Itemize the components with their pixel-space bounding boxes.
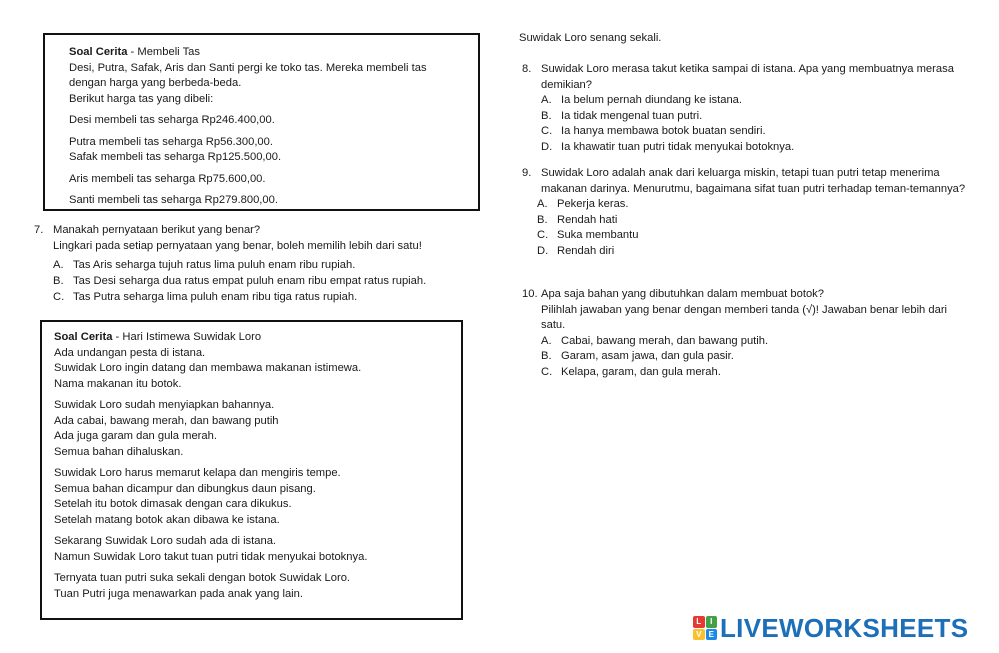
- price-line: Putra membeli tas seharga Rp56.300,00.: [69, 135, 273, 148]
- question-text: Manakah pernyataan berikut yang benar?: [53, 224, 261, 236]
- story-line: Ada undangan pesta di istana.: [54, 346, 206, 359]
- story-line: Ada juga garam dan gula merah.: [54, 430, 217, 442]
- answer-option-a[interactable]: A. Tas Aris seharga tujuh ratus lima puluh enam ribu rupiah.: [53, 259, 356, 271]
- question-number: 7.: [34, 224, 44, 236]
- answer-option-c[interactable]: C. Suka membantu: [537, 229, 639, 241]
- answer-option-c[interactable]: C. Tas Putra seharga lima puluh enam ribu tiga ratus rupiah.: [53, 291, 358, 303]
- question-8: [522, 62, 972, 155]
- question-text: Suwidak Loro merasa takut ketika sampai di istana. Apa yang membuatnya merasa demikian?: [541, 63, 954, 91]
- logo-mark-tile: E: [706, 629, 718, 641]
- question-number: 9.: [522, 167, 532, 179]
- liveworksheets-logo[interactable]: [693, 612, 968, 644]
- question-instruction: Pilihlah jawaban yang benar dengan memberi tanda (√)! Jawaban benar lebih dari satu.: [541, 303, 948, 331]
- logo-mark-tile: V: [693, 629, 705, 641]
- story-subtitle: Berikut harga tas yang dibeli:: [69, 92, 214, 105]
- story-line: Suwidak Loro harus memarut kelapa dan mengiris tempe.: [54, 467, 341, 479]
- answer-option-b[interactable]: B. Tas Desi seharga dua ratus empat puluh enam ribu empat ratus rupiah.: [53, 275, 427, 287]
- story-intro: Desi, Putra, Safak, Aris dan Santi pergi ke toko tas. Mereka membeli tas dengan harga yang berbeda-beda.: [69, 61, 427, 89]
- question-text: Apa saja bahan yang dibutuhkan dalam membuat botok?: [541, 288, 824, 300]
- price-line: Safak membeli tas seharga Rp125.500,00.: [69, 151, 282, 163]
- story-box-membeli-tas: [43, 33, 480, 211]
- question-number: 10.: [522, 288, 538, 300]
- liveworksheets-logo-icon: [693, 616, 717, 640]
- story-line: Suwidak Loro sudah menyiapkan bahannya.: [54, 399, 275, 411]
- story-line: Semua bahan dicampur dan dibungkus daun pisang.: [54, 482, 316, 495]
- question-7: [34, 223, 474, 306]
- answer-option-a[interactable]: A. Ia belum pernah diundang ke istana.: [541, 94, 742, 106]
- story-continuation: Suwidak Loro senang sekali.: [519, 32, 662, 44]
- question-9: [522, 166, 972, 259]
- answer-option-c[interactable]: C. Ia hanya membawa botok buatan sendiri.: [541, 125, 766, 137]
- story-title: Soal Cerita - Membeli Tas: [69, 46, 200, 58]
- story-line: Ada cabai, bawang merah, dan bawang putih: [54, 414, 279, 427]
- question-instruction: Lingkari pada setiap pernyataan yang benar, boleh memilih lebih dari satu!: [53, 239, 422, 252]
- story-line: Sekarang Suwidak Loro sudah ada di istana.: [54, 535, 277, 547]
- answer-option-a[interactable]: A. Cabai, bawang merah, dan bawang putih.: [541, 334, 769, 347]
- question-text: Suwidak Loro adalah anak dari keluarga miskin, tetapi tuan putri tetap menerima makanan darinya. Menurutmu, bagaimana sifat tuan putri terhadap teman-temannya?: [541, 167, 966, 195]
- answer-option-b[interactable]: B. Garam, asam jawa, dan gula pasir.: [541, 350, 734, 362]
- answer-option-b[interactable]: B. Rendah hati: [537, 213, 618, 226]
- answer-option-a[interactable]: A. Pekerja keras.: [537, 198, 629, 210]
- story-title: Soal Cerita - Hari Istimewa Suwidak Loro: [54, 331, 262, 343]
- story-line: Suwidak Loro ingin datang dan membawa makanan istimewa.: [54, 362, 362, 374]
- story-line: Namun Suwidak Loro takut tuan putri tidak menyukai botoknya.: [54, 550, 368, 563]
- question-number: 8.: [522, 63, 532, 75]
- logo-mark-tile: I: [706, 616, 718, 628]
- question-10: [522, 287, 972, 380]
- answer-option-d[interactable]: D. Rendah diri: [537, 244, 615, 257]
- story-line: Semua bahan dihaluskan.: [54, 445, 184, 458]
- story-line: Tuan Putri juga menawarkan pada anak yang lain.: [54, 587, 303, 600]
- story-line: Setelah matang botok akan dibawa ke istana.: [54, 513, 280, 526]
- logo-mark-tile: L: [693, 616, 705, 628]
- answer-option-b[interactable]: B. Ia tidak mengenal tuan putri.: [541, 109, 703, 122]
- answer-option-d[interactable]: D. Ia khawatir tuan putri tidak menyukai botoknya.: [541, 140, 795, 153]
- story-line: Nama makanan itu botok.: [54, 377, 182, 390]
- story-box-hari-istimewa: [40, 320, 463, 620]
- story-line: Ternyata tuan putri suka sekali dengan botok Suwidak Loro.: [54, 572, 351, 584]
- price-line: Santi membeli tas seharga Rp279.800,00.: [69, 194, 278, 206]
- price-line: Desi membeli tas seharga Rp246.400,00.: [69, 114, 275, 126]
- answer-option-c[interactable]: C. Kelapa, garam, dan gula merah.: [541, 365, 721, 378]
- price-line: Aris membeli tas seharga Rp75.600,00.: [69, 172, 266, 185]
- story-line: Setelah itu botok dimasak dengan cara dikukus.: [54, 498, 292, 510]
- logo-text: LIVEWORKSHEETS: [720, 613, 969, 643]
